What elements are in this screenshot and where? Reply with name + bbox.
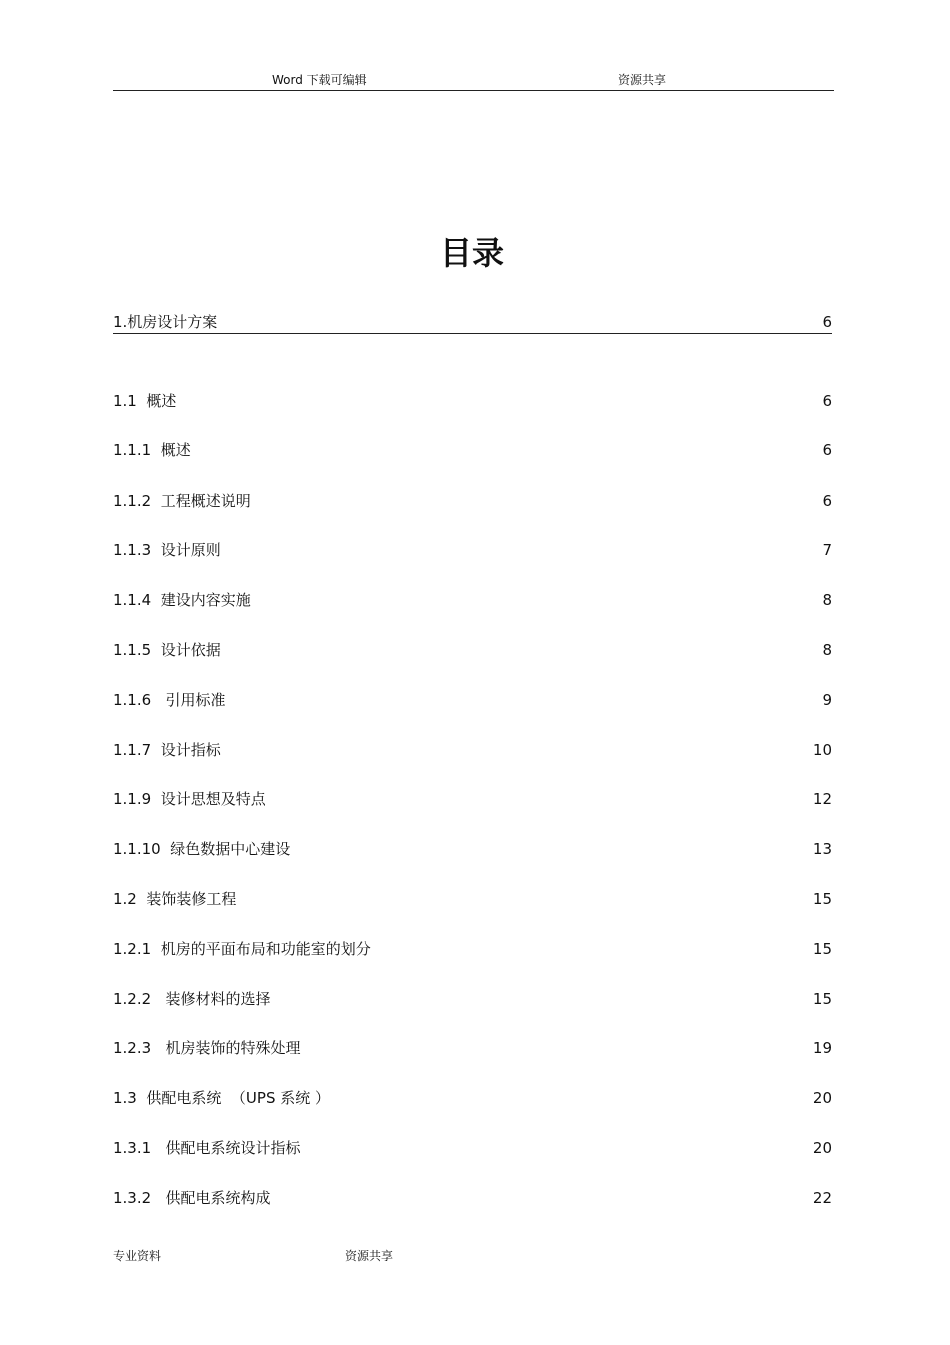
toc-entry-page-number: 6: [822, 492, 832, 510]
toc-entry-1[interactable]: [113, 310, 832, 334]
toc-entry-page-number: 20: [812, 1139, 832, 1157]
toc-entry-text: 1.2.3 机房装饰的特殊处理: [113, 1039, 301, 1057]
toc-entry-page-number: 13: [812, 840, 832, 858]
toc-entry-text: 1.1 概述: [113, 392, 177, 410]
toc-entry-page-number: 20: [812, 1089, 832, 1107]
toc-entry-1-1-5[interactable]: [113, 638, 832, 662]
toc-entry-1-1-4[interactable]: [113, 588, 832, 612]
toc-entry-1-2-1[interactable]: [113, 937, 832, 961]
toc-entry-1-3-1[interactable]: [113, 1136, 832, 1160]
toc-entry-text: 1.1.10 绿色数据中心建设: [113, 840, 291, 858]
toc-entry-page-number: 6: [822, 392, 832, 410]
toc-entry-1-2-2[interactable]: [113, 987, 832, 1011]
page-title: 目录: [439, 234, 504, 273]
header-right-text: 资源共享: [618, 73, 667, 87]
toc-entry-text: 1.1.6 引用标准: [113, 691, 226, 709]
toc-entry-text: 1.1.5 设计依据: [113, 641, 221, 659]
toc-entry-page-number: 15: [812, 940, 832, 958]
toc-entry-page-number: 15: [812, 990, 832, 1008]
table-of-contents: [113, 0, 832, 1345]
toc-entry-1-3[interactable]: [113, 1086, 832, 1110]
toc-entry-1-2-3[interactable]: [113, 1036, 832, 1060]
toc-entry-page-number: 7: [822, 541, 832, 559]
toc-entry-text: 1.2 装饰装修工程: [113, 890, 237, 908]
toc-entry-text: 1.1.3 设计原则: [113, 541, 221, 559]
toc-entry-1-3-2[interactable]: [113, 1186, 832, 1210]
toc-entry-1-1-3[interactable]: [113, 538, 832, 562]
toc-entry-page-number: 8: [822, 591, 832, 609]
toc-entry-1-1-1[interactable]: [113, 438, 832, 462]
toc-entry-1-2[interactable]: [113, 887, 832, 911]
page-footer: [113, 1247, 513, 1267]
toc-entry-page-number: 9: [822, 691, 832, 709]
toc-entry-1-1-2[interactable]: [113, 489, 832, 513]
toc-entry-text: 1.3.1 供配电系统设计指标: [113, 1139, 301, 1157]
footer-left-text: 专业资料: [113, 1249, 162, 1263]
toc-entry-text: 1.1.2 工程概述说明: [113, 492, 251, 510]
toc-entry-text: 1.2.1 机房的平面布局和功能室的划分: [113, 940, 371, 958]
toc-entry-text: 1.1.4 建设内容实施: [113, 591, 251, 609]
toc-entry-page-number: 22: [812, 1189, 832, 1207]
toc-entry-page-number: 6: [822, 312, 832, 331]
toc-entry-text: 1.1.9 设计思想及特点: [113, 790, 266, 808]
toc-entry-text: 1.1.7 设计指标: [113, 741, 221, 759]
toc-entry-text: 1.机房设计方案: [113, 312, 218, 331]
toc-entry-text: 1.2.2 装修材料的选择: [113, 990, 271, 1008]
toc-entry-page-number: 19: [812, 1039, 832, 1057]
footer-right-text: 资源共享: [345, 1249, 394, 1263]
header-left-text: Word 下载可编辑: [272, 73, 367, 87]
toc-entry-1-1-7[interactable]: [113, 738, 832, 762]
toc-entry-text: 1.3 供配电系统 （UPS 系统 ）: [113, 1089, 331, 1107]
toc-entry-text: 1.3.2 供配电系统构成: [113, 1189, 271, 1207]
toc-entry-page-number: 12: [812, 790, 832, 808]
toc-entry-1-1-10[interactable]: [113, 837, 832, 861]
toc-entry-page-number: 8: [822, 641, 832, 659]
toc-entry-1-1-6[interactable]: [113, 688, 832, 712]
toc-entry-1-1[interactable]: [113, 389, 832, 413]
toc-entry-text: 1.1.1 概述: [113, 441, 191, 459]
toc-entry-page-number: 6: [822, 441, 832, 459]
toc-entry-1-1-9[interactable]: [113, 787, 832, 811]
toc-entry-page-number: 10: [812, 741, 832, 759]
toc-entry-page-number: 15: [812, 890, 832, 908]
